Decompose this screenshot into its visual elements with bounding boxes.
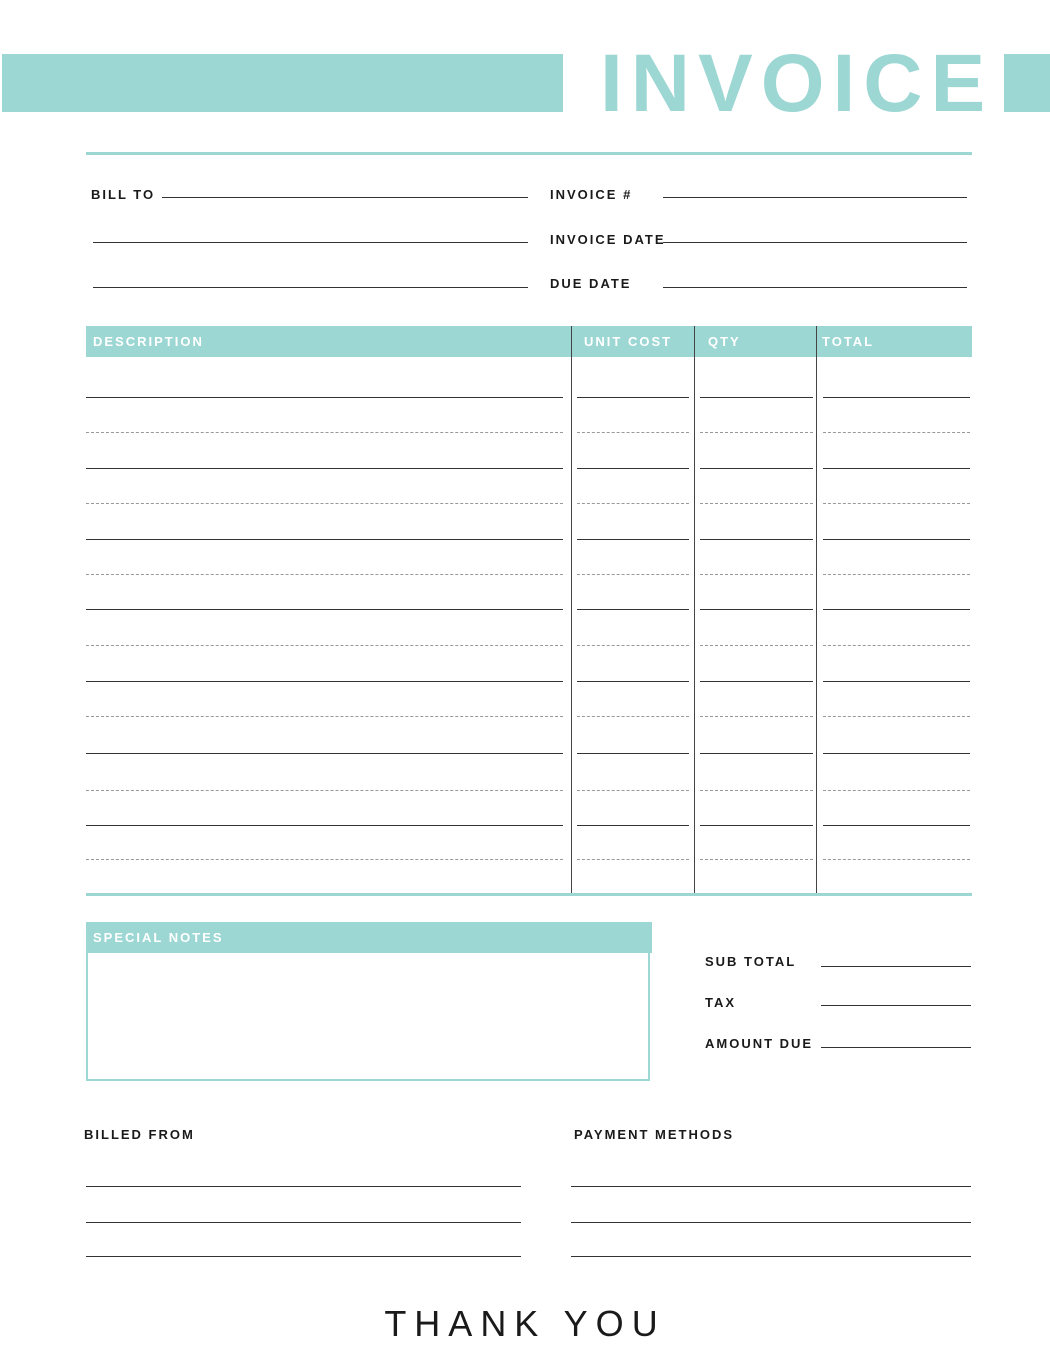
table-row-line[interactable] [86, 790, 563, 791]
thank-you-text: THANK YOU [384, 1303, 666, 1344]
invoice-date-label: INVOICE DATE [550, 232, 666, 247]
table-row-line[interactable] [823, 716, 970, 717]
table-row-line[interactable] [823, 681, 970, 682]
table-row-line[interactable] [700, 716, 813, 717]
column-separator [816, 326, 817, 894]
table-row-line[interactable] [823, 574, 970, 575]
table-row-line[interactable] [700, 397, 813, 398]
table-row-line[interactable] [700, 539, 813, 540]
special-notes-label: SPECIAL NOTES [93, 930, 224, 945]
table-row-line[interactable] [823, 503, 970, 504]
table-row-line[interactable] [700, 825, 813, 826]
table-row-line[interactable] [823, 432, 970, 433]
table-row-line[interactable] [700, 645, 813, 646]
column-header-qty: QTY [708, 334, 741, 349]
column-header-unit-cost: UNIT COST [584, 334, 673, 349]
table-row-line[interactable] [577, 468, 689, 469]
amount-due-field[interactable] [821, 1047, 971, 1048]
table-row-line[interactable] [577, 539, 689, 540]
table-row-line[interactable] [700, 432, 813, 433]
header-divider [86, 152, 972, 155]
table-row-line[interactable] [86, 753, 563, 754]
invoice-number-field[interactable] [663, 197, 967, 198]
billed-from-line-2[interactable] [86, 1222, 521, 1223]
due-date-label: DUE DATE [550, 276, 632, 291]
billed-from-line-1[interactable] [86, 1186, 521, 1187]
items-table-bottom-border [86, 893, 972, 896]
bill-to-label: BILL TO [91, 187, 156, 202]
table-row-line[interactable] [577, 609, 689, 610]
table-row-line[interactable] [577, 859, 689, 860]
table-row-line[interactable] [700, 609, 813, 610]
table-row-line[interactable] [86, 574, 563, 575]
payment-methods-line-2[interactable] [571, 1222, 971, 1223]
table-row-line[interactable] [577, 574, 689, 575]
table-row-line[interactable] [577, 645, 689, 646]
table-row-line[interactable] [577, 397, 689, 398]
table-row-line[interactable] [700, 790, 813, 791]
bill-to-line-1[interactable] [162, 197, 528, 198]
billed-from-label: BILLED FROM [84, 1127, 195, 1142]
table-row-line[interactable] [577, 753, 689, 754]
payment-methods-line-3[interactable] [571, 1256, 971, 1257]
table-row-line[interactable] [86, 397, 563, 398]
table-row-line[interactable] [700, 503, 813, 504]
header-band-left [2, 54, 563, 112]
due-date-field[interactable] [663, 287, 967, 288]
table-row-line[interactable] [823, 753, 970, 754]
table-row-line[interactable] [700, 753, 813, 754]
billed-from-line-3[interactable] [86, 1256, 521, 1257]
table-row-line[interactable] [577, 432, 689, 433]
table-row-line[interactable] [823, 825, 970, 826]
bill-to-line-3[interactable] [93, 287, 528, 288]
column-separator [694, 326, 695, 894]
column-header-total: TOTAL [822, 334, 875, 349]
invoice-title: INVOICE [600, 38, 994, 129]
table-row-line[interactable] [823, 790, 970, 791]
payment-methods-label: PAYMENT METHODS [574, 1127, 735, 1142]
table-row-line[interactable] [823, 609, 970, 610]
tax-label: TAX [705, 995, 737, 1010]
invoice-date-field[interactable] [663, 242, 967, 243]
table-row-line[interactable] [823, 468, 970, 469]
table-row-line[interactable] [86, 716, 563, 717]
table-row-line[interactable] [700, 468, 813, 469]
table-row-line[interactable] [700, 681, 813, 682]
table-row-line[interactable] [86, 539, 563, 540]
table-row-line[interactable] [86, 468, 563, 469]
payment-methods-line-1[interactable] [571, 1186, 971, 1187]
column-header-description: DESCRIPTION [93, 334, 204, 349]
table-row-line[interactable] [823, 397, 970, 398]
table-row-line[interactable] [823, 539, 970, 540]
table-row-line[interactable] [823, 645, 970, 646]
table-row-line[interactable] [86, 432, 563, 433]
table-row-line[interactable] [700, 574, 813, 575]
table-row-line[interactable] [86, 609, 563, 610]
table-row-line[interactable] [577, 825, 689, 826]
table-row-line[interactable] [823, 859, 970, 860]
table-row-line[interactable] [86, 859, 563, 860]
sub-total-label: SUB TOTAL [705, 954, 797, 969]
table-row-line[interactable] [86, 681, 563, 682]
table-row-line[interactable] [86, 645, 563, 646]
header-band-right [1004, 54, 1050, 112]
table-row-line[interactable] [577, 681, 689, 682]
tax-field[interactable] [821, 1005, 971, 1006]
table-row-line[interactable] [86, 825, 563, 826]
amount-due-label: AMOUNT DUE [705, 1036, 814, 1051]
column-separator [571, 326, 572, 894]
table-row-line[interactable] [577, 790, 689, 791]
invoice-number-label: INVOICE # [550, 187, 633, 202]
sub-total-field[interactable] [821, 966, 971, 967]
table-row-line[interactable] [86, 503, 563, 504]
table-row-line[interactable] [577, 716, 689, 717]
table-row-line[interactable] [577, 503, 689, 504]
table-row-line[interactable] [700, 859, 813, 860]
bill-to-line-2[interactable] [93, 242, 528, 243]
